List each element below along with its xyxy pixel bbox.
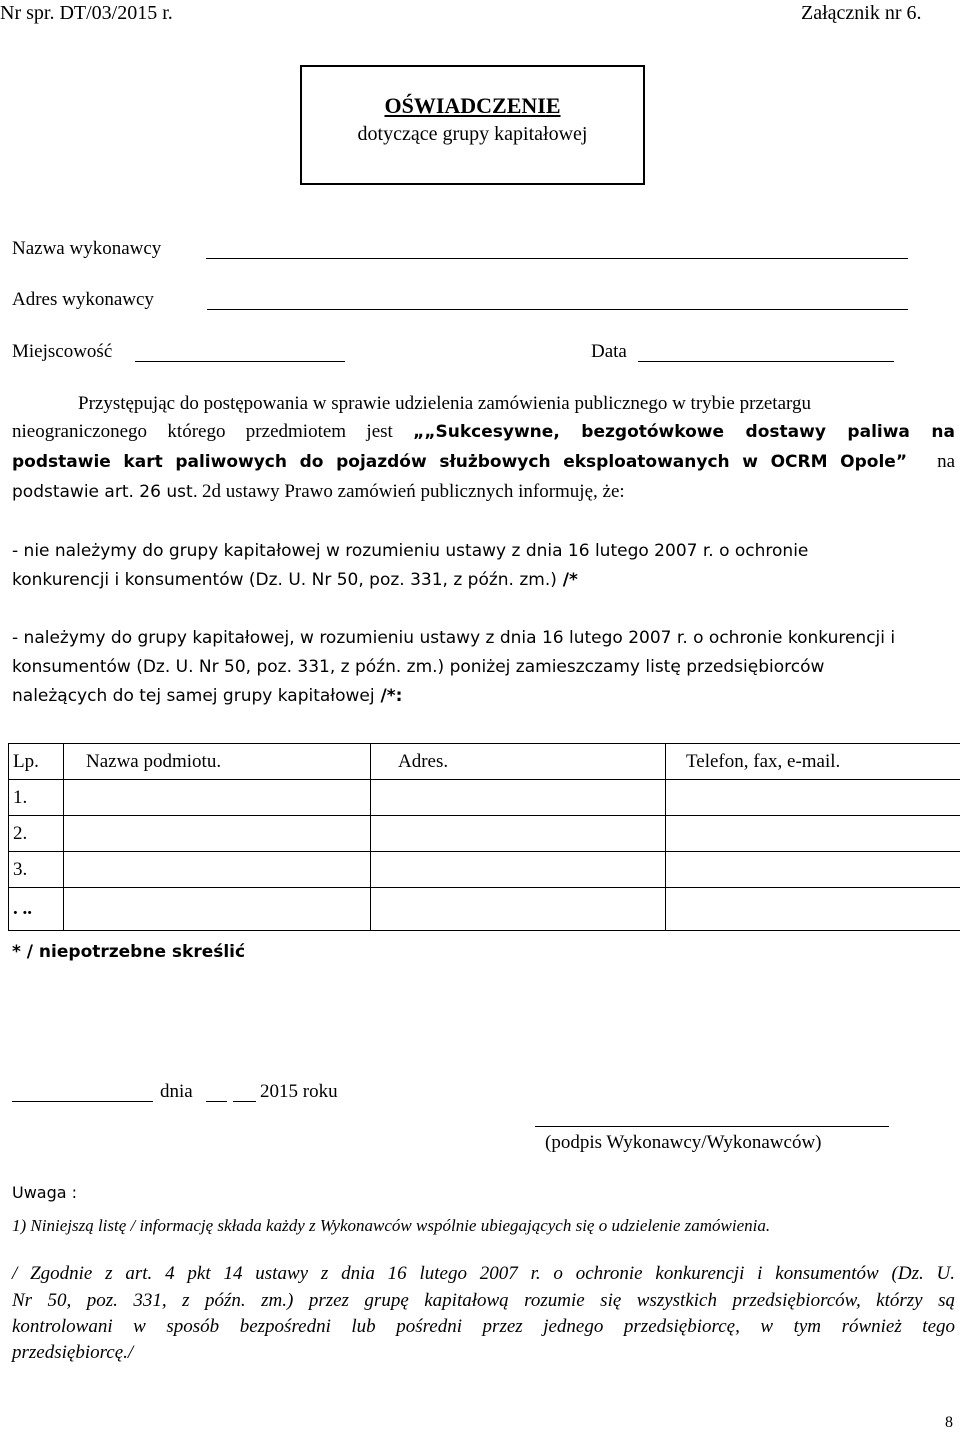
contractor-name-label: Nazwa wykonawcy xyxy=(12,238,162,259)
note-item-1: 1) Niniejszą listę / informację składa każdy z Wykonawców wspólnie ubiegających się o udzielenie zamówienia. xyxy=(12,1216,771,1235)
group-entities-table xyxy=(8,743,960,931)
legal-definition-line-3: kontrolowani w sposób bezpośredni lub pośredni przez jednego przedsiębiorcę, w tym również tego xyxy=(12,1316,955,1337)
contractor-address-field[interactable] xyxy=(207,309,908,310)
page-number: 8 xyxy=(945,1414,953,1431)
table-header-cell: Nazwa podmiotu. xyxy=(64,744,371,780)
month-field[interactable] xyxy=(233,1101,256,1102)
contract-subject-part-1: „„Sukcesywne, bezgotówkowe dostawy paliwa na xyxy=(413,422,956,442)
legal-definition-line-4: przedsiębiorcę./ xyxy=(12,1342,134,1363)
reference-number: Nr spr. DT/03/2015 r. xyxy=(0,2,173,24)
strike-out-footnote: * / niepotrzebne skreślić xyxy=(12,942,246,962)
entity-address-cell[interactable] xyxy=(371,852,666,888)
year-text: 2015 roku xyxy=(260,1081,338,1102)
table-header-cell: Telefon, fax, e-mail. xyxy=(666,744,960,780)
option-1-line-2 xyxy=(12,570,578,590)
entity-name-cell[interactable] xyxy=(64,816,371,852)
option-2-line-3 xyxy=(12,686,402,706)
day-field[interactable] xyxy=(206,1101,227,1102)
locality-label: Miejscowość xyxy=(12,341,113,362)
place-field[interactable] xyxy=(12,1101,153,1102)
table-header-cell: Lp. xyxy=(9,744,64,780)
option-2-footnote-mark: /*: xyxy=(374,686,403,706)
option-1-footnote-mark: /* xyxy=(556,570,578,590)
intro-line-4 xyxy=(12,481,625,503)
row-number-cell: 1. xyxy=(9,780,64,816)
intro-line-2 xyxy=(12,421,955,445)
date-label: Data xyxy=(591,341,627,362)
entity-contact-cell[interactable] xyxy=(666,852,960,888)
entity-contact-cell[interactable] xyxy=(666,780,960,816)
entity-name-cell[interactable] xyxy=(64,888,371,931)
signature-field[interactable] xyxy=(535,1126,889,1127)
intro-line-4-plain: 2d ustawy Prawo zamówień publicznych informuję, że: xyxy=(202,481,625,502)
option-1-line-2-text: konkurencji i konsumentów (Dz. U. Nr 50, poz. 331, z późn. zm.) xyxy=(12,570,557,590)
intro-line-3-tail: na xyxy=(937,451,955,472)
document-subtitle: dotyczące grupy kapitałowej xyxy=(357,123,588,145)
contractor-address-label: Adres wykonawcy xyxy=(12,289,154,310)
entity-name-cell[interactable] xyxy=(64,780,371,816)
option-1-line-1: - nie należymy do grupy kapitałowej w rozumieniu ustawy z dnia 16 lutego 2007 r. o ochronie xyxy=(12,541,809,561)
legal-definition-line-1: / Zgodnie z art. 4 pkt 14 ustawy z dnia 16 lutego 2007 r. o ochronie konkurencji i konsumentów (Dz. U. xyxy=(12,1263,955,1284)
table-row xyxy=(9,780,960,816)
title-box xyxy=(300,65,645,185)
intro-line-4-legal-ref: podstawie art. 26 ust. xyxy=(12,482,199,502)
attachment-number: Załącznik nr 6. xyxy=(801,2,922,24)
contractor-name-field[interactable] xyxy=(206,258,908,259)
table-header-cell: Adres. xyxy=(371,744,666,780)
legal-definition-line-2: Nr 50, poz. 331, z późn. zm.) przez grupę kapitałową rozumie się wszystkich przedsiębiorców, którzy są xyxy=(12,1290,955,1311)
entity-address-cell[interactable] xyxy=(371,888,666,931)
option-2-line-3-text: należących do tej samej grupy kapitałowej xyxy=(12,686,375,706)
table-header-row xyxy=(9,744,960,780)
signature-caption: (podpis Wykonawcy/Wykonawców) xyxy=(545,1132,822,1153)
entity-contact-cell[interactable] xyxy=(666,888,960,931)
row-number-cell: . .. xyxy=(9,888,64,931)
document-title: OŚWIADCZENIE xyxy=(384,93,561,118)
intro-line-2-plain: nieograniczonego którego przedmiotem jest xyxy=(12,421,414,442)
row-number-cell: 3. xyxy=(9,852,64,888)
table-row xyxy=(9,888,960,931)
locality-field[interactable] xyxy=(135,361,345,362)
intro-line-1: Przystępując do postępowania w sprawie udzielenia zamówienia publicznego w trybie przetargu xyxy=(78,393,812,414)
entity-address-cell[interactable] xyxy=(371,816,666,852)
option-2-line-2: konsumentów (Dz. U. Nr 50, poz. 331, z późn. zm.) poniżej zamieszczamy listę przedsiębiorców xyxy=(12,657,825,677)
entity-address-cell[interactable] xyxy=(371,780,666,816)
table-row xyxy=(9,852,960,888)
date-field[interactable] xyxy=(638,361,894,362)
day-label: dnia xyxy=(160,1081,193,1102)
table-row xyxy=(9,816,960,852)
row-number-cell: 2. xyxy=(9,816,64,852)
note-label: Uwaga : xyxy=(12,1183,78,1202)
intro-line-3 xyxy=(12,451,955,475)
option-2-line-1: - należymy do grupy kapitałowej, w rozumieniu ustawy z dnia 16 lutego 2007 r. o ochronie konkurencji i xyxy=(12,628,896,648)
contract-subject-part-2: podstawie kart paliwowych do pojazdów służbowych eksploatowanych w OCRM Opole” xyxy=(12,452,907,472)
entity-name-cell[interactable] xyxy=(64,852,371,888)
entity-contact-cell[interactable] xyxy=(666,816,960,852)
